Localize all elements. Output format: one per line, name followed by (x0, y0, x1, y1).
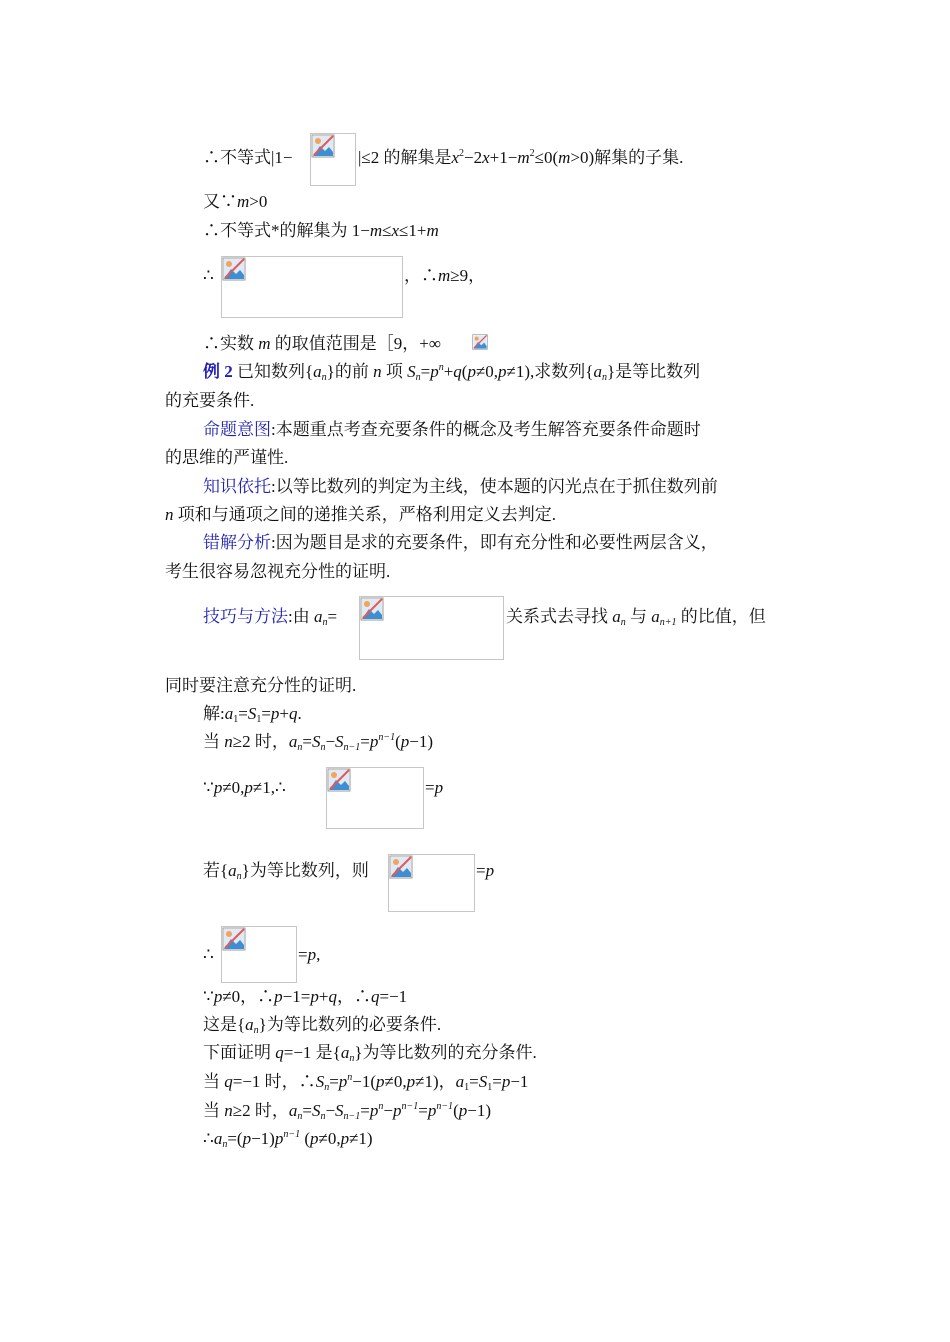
text: m (558, 148, 571, 167)
text: ≥2 时， (232, 732, 289, 751)
text-line (203, 333, 441, 355)
text: =−1 是{ (283, 1043, 341, 1062)
text: 又∵ (203, 192, 237, 211)
text: 若{ (203, 861, 229, 880)
text: S (315, 1072, 325, 1091)
text: n (349, 1053, 355, 1064)
text: n−1 (436, 1101, 454, 1112)
text: p (270, 704, 280, 723)
text: S (335, 1101, 344, 1120)
text: ≤ (382, 221, 392, 240)
text: p (406, 1072, 416, 1091)
section-label: 命题意图 (203, 420, 271, 439)
broken-image-icon (389, 855, 413, 879)
text: =−1 (379, 987, 408, 1006)
text: n (253, 1025, 259, 1036)
text-line (203, 703, 302, 725)
text: S (407, 362, 416, 381)
text: 这是{ (203, 1015, 246, 1034)
text: ≠1) (349, 1129, 373, 1148)
text: m (258, 334, 271, 353)
text-line (298, 944, 320, 966)
text: a (593, 362, 602, 381)
text: + (318, 987, 329, 1006)
text: x (391, 221, 400, 240)
text: 与 (625, 607, 652, 626)
text: S (311, 1101, 321, 1120)
text: n (222, 1139, 228, 1150)
text: p (467, 362, 476, 381)
text: = (360, 732, 370, 751)
text: +1− (489, 148, 518, 167)
text: 当 (203, 1072, 225, 1091)
text: n−1 (401, 1101, 419, 1112)
text: a (651, 607, 660, 626)
text: ∴不等式|1− (203, 148, 293, 167)
text: S (335, 732, 344, 751)
text: }为等比数列，则 (241, 861, 369, 880)
text-line (203, 532, 718, 554)
text: ≠1)， (415, 1072, 456, 1091)
text: , (316, 945, 321, 964)
text: ∵ (203, 987, 214, 1006)
text: p (213, 987, 223, 1006)
text: = (418, 1101, 428, 1120)
broken-image-icon (222, 927, 246, 951)
text-line (425, 777, 443, 799)
text: a (313, 362, 322, 381)
text: −1= (282, 987, 311, 1006)
text: a (313, 607, 323, 626)
text: S (478, 1072, 488, 1091)
text: p (376, 1072, 385, 1091)
section-label: 技巧与方法 (203, 607, 288, 626)
text: = (238, 704, 248, 723)
text: ≠0，∴ (222, 987, 275, 1006)
text: n (297, 742, 303, 753)
text: m (517, 148, 530, 167)
text: = (476, 861, 486, 880)
text-line (203, 1071, 528, 1093)
text: a (228, 861, 237, 880)
text: ∴实数 (203, 334, 259, 353)
text: 考生很容易忽视充分性的证明. (165, 562, 391, 581)
text: n (601, 372, 607, 383)
text: 2 (529, 148, 535, 159)
text: = (329, 1072, 339, 1091)
text: p (430, 362, 439, 381)
text: p (340, 1129, 350, 1148)
text: m (369, 221, 383, 240)
text: n (438, 362, 444, 373)
text: . (297, 704, 302, 723)
text: a (224, 704, 234, 723)
text-line (203, 265, 214, 287)
text-line (203, 1014, 441, 1036)
text: p (369, 1101, 379, 1120)
text: ，∴ (336, 987, 371, 1006)
text: p (310, 1129, 319, 1148)
text: p (338, 1072, 348, 1091)
text-line (165, 504, 556, 526)
text: q (275, 1043, 284, 1062)
text: p (434, 778, 444, 797)
text: p (213, 778, 223, 797)
text: ≥9， (450, 266, 486, 285)
text-line (165, 390, 254, 412)
text: 项 (381, 362, 408, 381)
text: n−1 (343, 1111, 361, 1122)
text: 项和与通项之间的递推关系，严格利用定义去判定. (173, 505, 556, 524)
text: n (415, 372, 421, 383)
text: a (213, 1129, 223, 1148)
broken-image-icon (311, 134, 335, 158)
text: }为等比数列的充分条件. (354, 1043, 537, 1062)
text: :由 (288, 607, 314, 626)
text: 2 (459, 148, 465, 159)
text: ( (453, 1101, 459, 1120)
text: = (360, 1101, 370, 1120)
text-line (203, 220, 439, 242)
text: p (310, 987, 319, 1006)
text: p (458, 1101, 468, 1120)
text: a (288, 732, 298, 751)
text: q (328, 987, 337, 1006)
text-line (506, 606, 766, 628)
text: n (321, 372, 327, 383)
text: 当 (203, 732, 225, 751)
text-line (358, 147, 683, 169)
text: = (420, 362, 431, 381)
text: n (224, 1101, 233, 1120)
text-line (203, 860, 369, 882)
broken-image-icon (222, 257, 246, 281)
text: p (427, 1101, 437, 1120)
text: ≠1,∴ (252, 778, 286, 797)
text: 当 (203, 1101, 225, 1120)
formula-image (221, 926, 297, 983)
text: ，∴ (404, 266, 438, 285)
text-line (476, 860, 494, 882)
text: − (325, 1101, 336, 1120)
text: −1) (251, 1129, 275, 1148)
text: = (469, 1072, 479, 1091)
text: p (400, 732, 410, 751)
text: = (298, 945, 308, 964)
text: 已知数列{ (232, 362, 314, 381)
text: ( (461, 362, 468, 381)
text: a (245, 1015, 254, 1034)
text: 关系式去寻找 (506, 607, 613, 626)
text-line (203, 1128, 373, 1150)
text: p (485, 861, 495, 880)
broken-image-icon (327, 768, 351, 792)
text: = (327, 607, 338, 626)
text: = (425, 778, 435, 797)
text: 1 (487, 1082, 493, 1093)
text: a (340, 1043, 350, 1062)
text: ≠1),求数列{ (506, 362, 594, 381)
text: + (279, 704, 290, 723)
text: p (307, 945, 317, 964)
text: ≠0, (222, 778, 245, 797)
text-line (203, 147, 293, 169)
text: n−1 (378, 732, 396, 743)
text: ( (395, 732, 401, 751)
text-line (203, 944, 214, 966)
text: 下面证明 (203, 1043, 276, 1062)
text: n (347, 1072, 353, 1083)
text: :以等比数列的判定为主线，使本题的闪光点在于抓住数列前 (271, 477, 718, 496)
text: m (237, 192, 250, 211)
text: ≠0, (384, 1072, 407, 1091)
text: q (453, 362, 462, 381)
text: 1 (233, 714, 239, 725)
section-label: 知识依托 (203, 477, 271, 496)
text: =( (227, 1129, 243, 1148)
text: p (369, 732, 379, 751)
text: n−1 (343, 742, 361, 753)
broken-image-icon (472, 330, 488, 354)
text: 的思维的严谨性. (165, 448, 289, 467)
text: }为等比数列的必要条件. (258, 1015, 442, 1034)
text: − (325, 732, 336, 751)
text: 的充要条件. (165, 391, 255, 410)
text-line (203, 606, 337, 628)
text: ∴ (203, 1129, 214, 1148)
text-line (203, 1100, 491, 1122)
text: 的比值，但 (676, 607, 766, 626)
text: n (224, 732, 233, 751)
text: ≤1+ (399, 221, 427, 240)
text: n (297, 1111, 303, 1122)
text-line (203, 361, 700, 383)
text: p (392, 1101, 402, 1120)
text: p (242, 1129, 252, 1148)
text: n (322, 617, 328, 628)
text: n (620, 617, 626, 628)
text: >0)解集的子集. (570, 148, 684, 167)
text: n (320, 742, 326, 753)
text: −1) (467, 1101, 491, 1120)
text: a (288, 1101, 298, 1120)
text: 解: (203, 704, 225, 723)
text: p (501, 1072, 511, 1091)
text: q (370, 987, 380, 1006)
text: ∴ (203, 266, 214, 285)
text: m (438, 266, 451, 285)
text: 1 (464, 1082, 470, 1093)
text: p (498, 362, 507, 381)
text: a (612, 607, 621, 626)
section-label: 错解分析 (203, 533, 271, 552)
text: x (482, 148, 490, 167)
text: m (426, 221, 439, 240)
text: = (492, 1072, 502, 1091)
text: n (373, 362, 382, 381)
formula-image (221, 256, 403, 318)
text: n (378, 1101, 384, 1112)
text: ∴不等式*的解集为 1− (203, 221, 370, 240)
text-line (165, 447, 288, 469)
text: n+1 (659, 617, 677, 628)
text: S (247, 704, 257, 723)
text: n (324, 1082, 330, 1093)
text-line (404, 265, 485, 287)
text-line (165, 561, 390, 583)
text: |≤2 的解集是 (358, 148, 452, 167)
text: =−1 时，∴ (232, 1072, 316, 1091)
text: p (244, 778, 253, 797)
text: p (274, 1129, 284, 1148)
broken-image-icon (360, 597, 384, 621)
text: ≤0( (534, 148, 559, 167)
text: }的前 (326, 362, 374, 381)
text: ( (300, 1129, 310, 1148)
text: ≠0, (475, 362, 499, 381)
formula-image (359, 596, 504, 660)
text: q (289, 704, 298, 723)
text-line (203, 191, 267, 213)
text: a (455, 1072, 465, 1091)
text-line (165, 675, 356, 697)
text-line (203, 777, 286, 799)
text-line (203, 986, 407, 1008)
text: −1 (510, 1072, 529, 1091)
text: −2 (464, 148, 483, 167)
text: 同时要注意充分性的证明. (165, 676, 357, 695)
formula-image (310, 133, 356, 186)
text: >0 (249, 192, 268, 211)
text: p (274, 987, 283, 1006)
text: = (302, 732, 312, 751)
text: −1( (352, 1072, 377, 1091)
text: −1) (409, 732, 434, 751)
text: 的取值范围是［9，+∞ (270, 334, 441, 353)
text: ≥2 时， (232, 1101, 289, 1120)
text: ≠0, (318, 1129, 341, 1148)
text: x (451, 148, 460, 167)
example-label: 例 2 (203, 362, 233, 381)
text-line (203, 731, 433, 753)
text: q (224, 1072, 233, 1091)
formula-image (326, 767, 424, 829)
formula-image (388, 854, 475, 912)
text: n (320, 1111, 326, 1122)
text-line (203, 419, 701, 441)
text: = (302, 1101, 312, 1120)
text: ∴ (203, 945, 214, 964)
text: + (443, 362, 454, 381)
text: :本题重点考查充要条件的概念及考生解答充要条件命题时 (271, 420, 701, 439)
text: :因为题目是求的充要条件，即有充分性和必要性两层含义， (271, 533, 718, 552)
text: − (383, 1101, 393, 1120)
text: 1 (256, 714, 262, 725)
text: = (261, 704, 271, 723)
text: n (236, 871, 242, 882)
text: ∵ (203, 778, 214, 797)
text: S (311, 732, 321, 751)
text: }是等比数列 (606, 362, 701, 381)
text: n (165, 505, 174, 524)
text-line (203, 476, 718, 498)
text: n−1 (283, 1129, 301, 1140)
text-line (203, 1042, 537, 1064)
